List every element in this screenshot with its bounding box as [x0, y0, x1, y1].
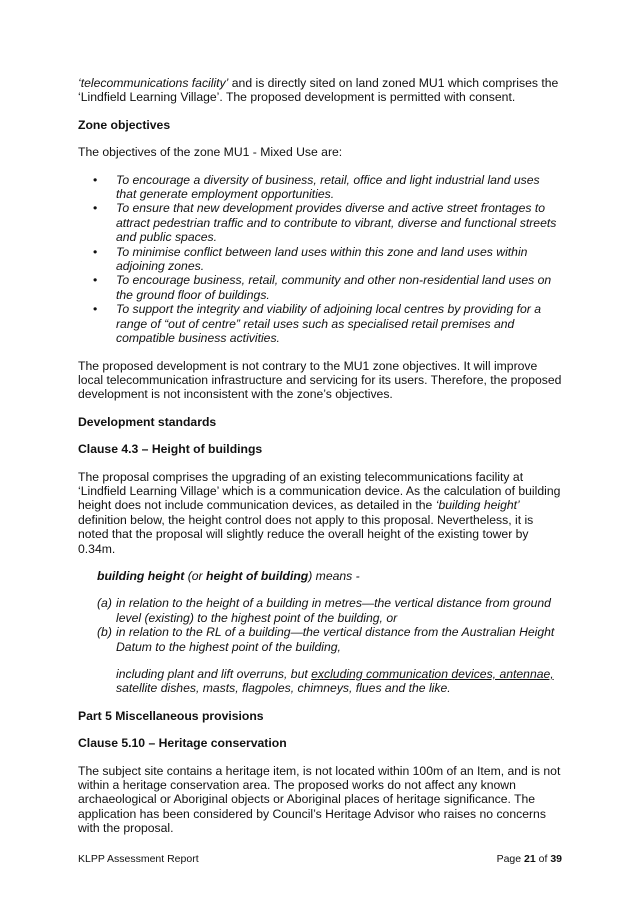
- list-item: [78, 302, 562, 345]
- intro-text: and is directly sited on land zoned MU1 which comprises the ‘Lindfield Learning Village’. The proposed development is permitted with consent.: [78, 76, 559, 105]
- definition-item-text: in relation to the RL of a building—the vertical distance from the Australian Height Datum to the highest point of the building,: [116, 625, 555, 654]
- height-of-buildings-paragraph: [78, 470, 562, 556]
- list-item: [78, 245, 562, 274]
- definition-term-end: ) means -: [308, 568, 360, 583]
- footer-report-title: KLPP Assessment Report: [78, 853, 199, 865]
- list-item: [78, 201, 562, 244]
- page-total: 39: [550, 853, 562, 865]
- clause-4-3-heading: Clause 4.3 – Height of buildings: [78, 442, 263, 457]
- para-text-1: The proposal comprises the upgrading of an existing telecommunications facility at ‘Lindfield Learning Village’ which is a communication device. As the calculation of building height does not include communication devices, as detailed in the: [78, 469, 561, 513]
- development-standards-heading: Development standards: [78, 414, 217, 429]
- page-current: 21: [524, 853, 536, 865]
- bullet-glyph: •: [93, 201, 98, 216]
- heritage-paragraph: The subject site contains a heritage item, is not located within 100m of an Item, and is not within a heritage conservation area. The proposed works do not affect any known archaeological or Aboriginal objects or Aboriginal places of heritage significance. The application has been considered by Council’s Heritage Advisor who raises no concerns with the proposal.: [78, 763, 561, 836]
- zone-objectives-conclusion: The proposed development is not contrary to the MU1 zone objectives. It will improve local telecommunication infrastructure and servicing for its users. Therefore, the proposed development is not inconsistent with the zone’s objectives.: [78, 358, 562, 402]
- list-item: [97, 596, 562, 625]
- building-height-definition: [97, 569, 562, 696]
- part-5-heading: Part 5 Miscellaneous provisions: [78, 708, 264, 723]
- page-of: of: [535, 853, 551, 865]
- definition-tail: [97, 667, 562, 696]
- definition-heading: [97, 569, 562, 583]
- bullet-glyph: •: [93, 172, 98, 187]
- definition-marker: (b): [97, 625, 112, 640]
- bullet-glyph: •: [93, 244, 98, 259]
- definition-tail-underlined: excluding communication devices, antennae,: [311, 667, 554, 681]
- definition-term-1: building height: [97, 568, 185, 583]
- intro-italic-term: ‘telecommunications facility’: [78, 76, 229, 90]
- zone-objectives-lead: The objectives of the zone MU1 - Mixed Use are:: [78, 145, 343, 160]
- list-item-text: To ensure that new development provides diverse and active street frontages to attract pedestrian traffic and to contribute to vibrant, diverse and functional streets and public spaces.: [116, 201, 557, 245]
- list-item-text: To minimise conflict between land uses within this zone and land uses within adjoining zones.: [116, 244, 528, 274]
- definition-tail-text: including plant and lift overruns, but: [116, 667, 312, 681]
- para-text-2: definition below, the height control does not apply to this proposal. Nevertheless, it is noted that the proposal will slightly reduce the overall height of the existing tower by 0.34m.: [78, 512, 534, 556]
- definition-marker: (a): [97, 596, 112, 611]
- list-item: [78, 173, 562, 202]
- definition-item-text: in relation to the height of a building in metres—the vertical distance from ground level (existing) to the highest point of the building, or: [116, 596, 551, 625]
- definition-list: [97, 596, 562, 654]
- para-italic-term: ‘building height’: [435, 498, 520, 513]
- list-item: [97, 625, 562, 654]
- bullet-glyph: •: [93, 302, 98, 317]
- list-item-text: To encourage a diversity of business, retail, office and light industrial land uses that generate employment opportunities.: [116, 172, 540, 202]
- definition-term-2: height of building: [206, 568, 309, 583]
- page-content: [78, 76, 562, 836]
- bullet-glyph: •: [93, 273, 98, 288]
- zone-objectives-list: [78, 173, 562, 346]
- zone-objectives-heading: Zone objectives: [78, 117, 171, 132]
- list-item-text: To encourage business, retail, community and other non-residential land uses on the ground floor of buildings.: [116, 273, 552, 302]
- list-item: [78, 273, 562, 302]
- definition-term-mid: (or: [184, 568, 206, 583]
- intro-paragraph: [78, 76, 562, 105]
- page-word: Page: [496, 853, 525, 865]
- footer-page-number: [497, 853, 562, 865]
- clause-5-10-heading: Clause 5.10 – Heritage conservation: [78, 736, 287, 751]
- definition-tail-end: satellite dishes, masts, flagpoles, chimneys, flues and the like.: [116, 681, 451, 696]
- list-item-text: To support the integrity and viability of adjoining local centres by providing for a range of “out of centre” retail uses such as specialised retail premises and compatible business activities.: [116, 302, 542, 346]
